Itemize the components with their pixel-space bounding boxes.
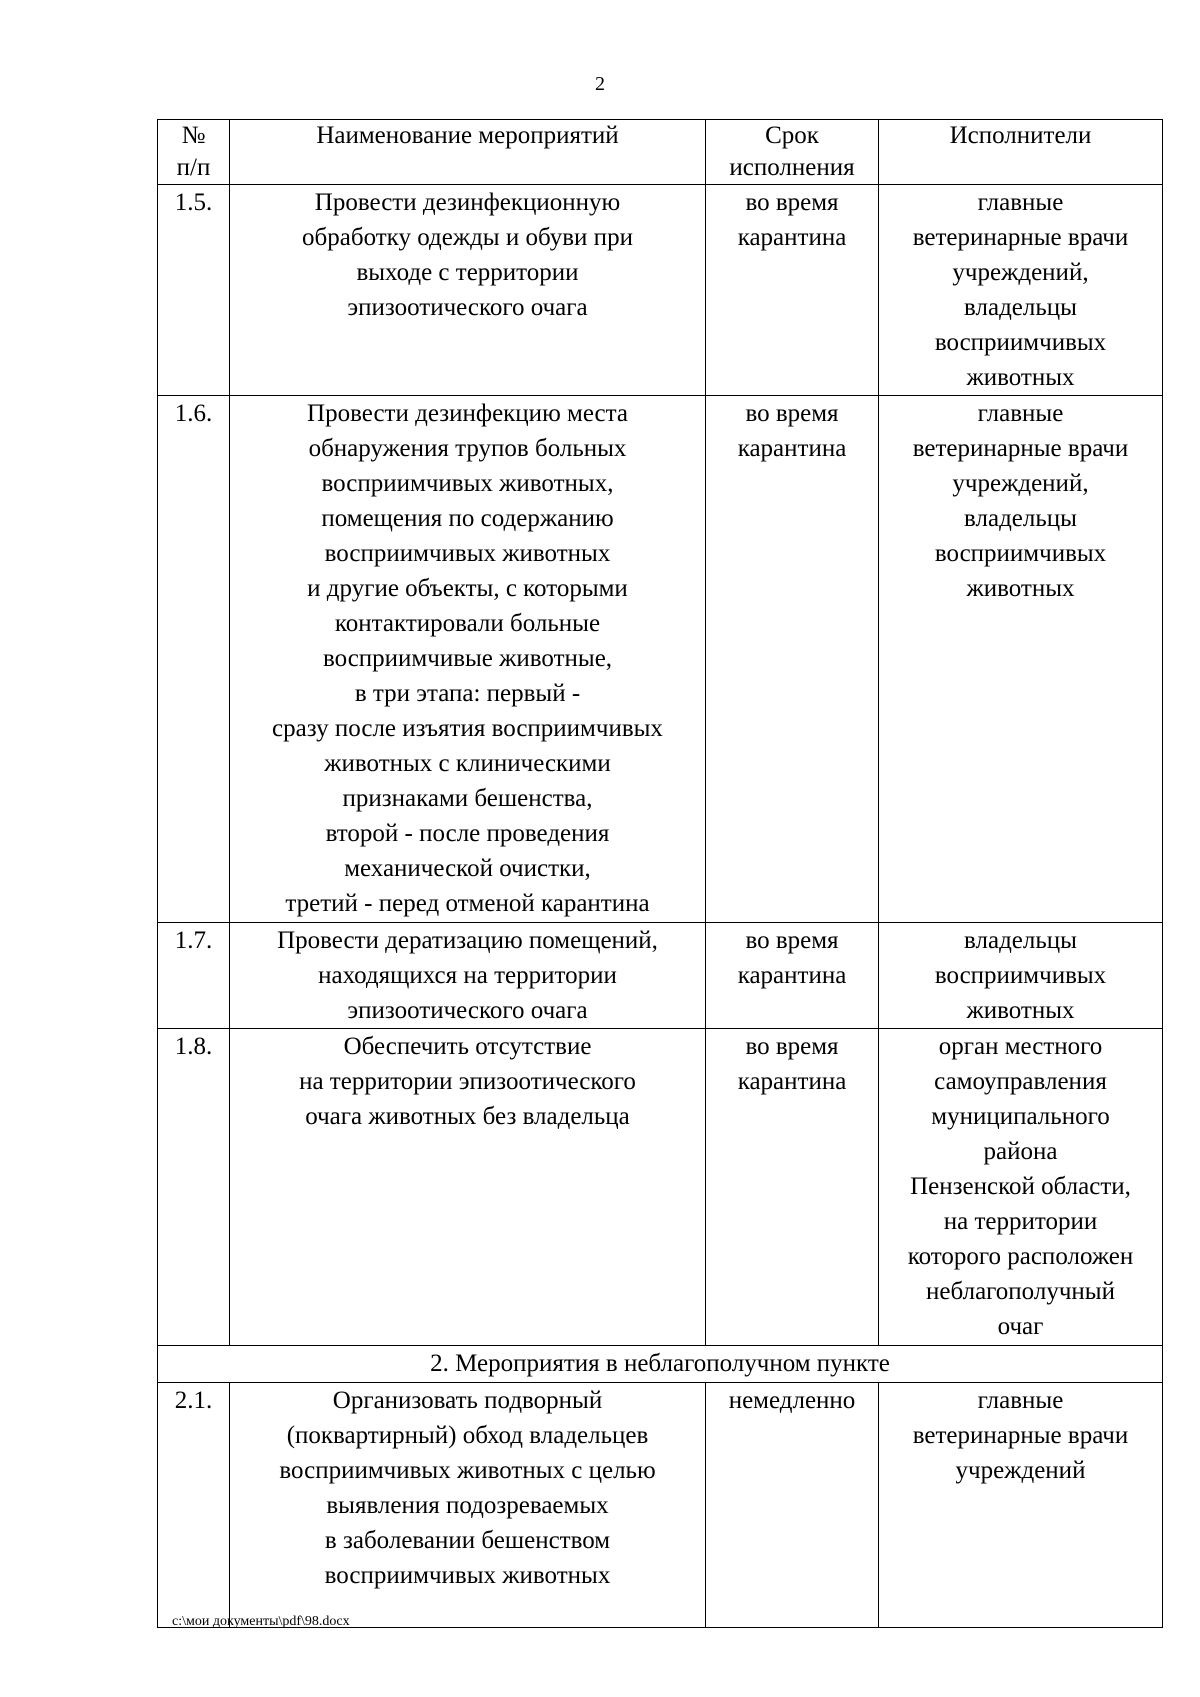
row-name	[230, 396, 706, 923]
row-name-line: контактировали больные	[334, 610, 601, 637]
row-name-line: выявления подозреваемых	[326, 1492, 609, 1519]
row-term-line: карантина	[737, 435, 847, 462]
row-name-line: третий - перед отменой карантина	[285, 890, 650, 917]
row-executors-line: района	[983, 1138, 1058, 1165]
row-name-line: второй - после проведения	[325, 820, 610, 847]
footer-file-path: c:\мои документы\pdf\98.docx	[172, 1614, 350, 1629]
row-name	[230, 923, 706, 1029]
row-executors-line: восприимчивых	[934, 329, 1107, 356]
row-executors	[879, 1383, 1163, 1628]
row-executors-line: главные	[977, 400, 1064, 427]
table-header-row	[158, 120, 1163, 185]
section-title: 2. Мероприятия в неблагополучном пункте	[158, 1346, 1163, 1383]
row-term-line: карантина	[737, 224, 847, 251]
row-executors-line: которого расположен	[907, 1243, 1134, 1270]
header-term-line: исполнения	[729, 154, 855, 181]
row-name-line: восприимчивых животных,	[321, 470, 614, 497]
row-name-line: восприимчивые животные,	[322, 645, 613, 672]
row-executors-line: главные	[977, 189, 1064, 216]
row-name-line: восприимчивых животных	[324, 1562, 611, 1589]
table-row	[158, 185, 1163, 396]
row-executors-line: владельцы	[964, 505, 1077, 532]
row-name-line: Провести дезинфекционную	[314, 189, 621, 216]
row-number: 1.7.	[158, 923, 230, 1029]
row-name	[230, 185, 706, 396]
header-name	[230, 120, 706, 185]
header-name-line: Наименование мероприятий	[316, 122, 619, 149]
row-executors-line: муниципального	[931, 1103, 1110, 1130]
row-name-line: механической очистки,	[344, 855, 591, 882]
row-executors-line: Пензенской области,	[910, 1173, 1131, 1200]
row-executors-line: самоуправления	[934, 1068, 1107, 1095]
row-name-line: на территории эпизоотического	[299, 1068, 636, 1095]
row-name	[230, 1383, 706, 1628]
row-term-line: во время	[745, 927, 839, 954]
table-row	[158, 1383, 1163, 1628]
row-term-line: немедленно	[728, 1387, 856, 1414]
row-name-line: эпизоотического очага	[347, 997, 588, 1024]
row-name	[230, 1029, 706, 1346]
row-executors	[879, 185, 1163, 396]
row-name-line: обнаружения трупов больных	[308, 435, 627, 462]
row-executors-line: учреждений,	[952, 259, 1089, 286]
row-term	[706, 923, 879, 1029]
row-name-line: в заболевании бешенством	[324, 1527, 611, 1554]
row-executors-line: очаг	[997, 1313, 1044, 1340]
row-name-line: Провести дезинфекцию места	[307, 400, 628, 427]
row-name-line: Организовать подворный	[332, 1387, 603, 1414]
row-name-line: Провести дератизацию помещений,	[277, 927, 658, 954]
row-executors-line: восприимчивых	[934, 540, 1107, 567]
row-executors-line: животных	[966, 575, 1075, 602]
table-row	[158, 1029, 1163, 1346]
header-executors	[879, 120, 1163, 185]
row-name-line: в три этапа: первый -	[354, 680, 581, 707]
row-executors-line: на территории	[943, 1208, 1098, 1235]
row-executors-line: восприимчивых	[934, 962, 1107, 989]
row-name-line: находящихся на территории	[318, 962, 617, 989]
row-term-line: карантина	[737, 1068, 847, 1095]
row-name-line: восприимчивых животных с целью	[279, 1457, 656, 1484]
row-name-line: восприимчивых животных	[324, 540, 611, 567]
row-name-line: признаками бешенства,	[342, 785, 593, 812]
row-term-line: карантина	[737, 962, 847, 989]
row-executors	[879, 923, 1163, 1029]
header-term-line: Срок	[765, 122, 819, 149]
row-executors-line: владельцы	[964, 294, 1077, 321]
row-name-line: выходе с территории	[356, 259, 579, 286]
header-num-line: №	[181, 122, 206, 149]
row-executors-line: ветеринарные врачи	[912, 1422, 1129, 1449]
row-term-line: во время	[745, 1033, 839, 1060]
row-term-line: во время	[745, 400, 839, 427]
row-name-line: эпизоотического очага	[347, 294, 588, 321]
header-num	[158, 120, 230, 185]
row-term	[706, 396, 879, 923]
row-executors-line: владельцы	[964, 927, 1077, 954]
row-executors-line: животных	[966, 997, 1075, 1024]
row-executors-line: учреждений,	[952, 470, 1089, 497]
row-executors-line: орган местного	[938, 1033, 1103, 1060]
row-number: 1.6.	[158, 396, 230, 923]
section-header-row	[158, 1346, 1163, 1383]
header-term	[706, 120, 879, 185]
row-number: 1.8.	[158, 1029, 230, 1346]
row-term-line: во время	[745, 189, 839, 216]
row-executors	[879, 396, 1163, 923]
row-term	[706, 185, 879, 396]
row-name-line: обработку одежды и обуви при	[302, 224, 633, 251]
row-name-line: очага животных без владельца	[305, 1103, 630, 1130]
table-row	[158, 923, 1163, 1029]
row-name-line: (поквартирный) обход владельцев	[286, 1422, 649, 1449]
row-executors-line: ветеринарные врачи	[912, 435, 1129, 462]
row-executors	[879, 1029, 1163, 1346]
row-name-line: сразу после изъятия восприимчивых	[272, 715, 663, 742]
row-number: 1.5.	[158, 185, 230, 396]
row-executors-line: животных	[966, 364, 1075, 391]
table-row	[158, 396, 1163, 923]
row-term	[706, 1383, 879, 1628]
row-name-line: животных с клиническими	[324, 750, 611, 777]
header-num-line: п/п	[176, 154, 211, 181]
row-name-line: и другие объекты, с которыми	[307, 575, 628, 602]
measures-table	[157, 119, 1163, 1628]
header-executors-line: Исполнители	[949, 122, 1092, 149]
row-executors-line: главные	[977, 1387, 1064, 1414]
page-number: 2	[595, 73, 605, 95]
row-number: 2.1.	[158, 1383, 230, 1628]
row-term	[706, 1029, 879, 1346]
row-executors-line: неблагополучный	[926, 1278, 1115, 1305]
row-name-line: помещения по содержанию	[321, 505, 614, 532]
row-executors-line: ветеринарные врачи	[912, 224, 1129, 251]
row-executors-line: учреждений	[955, 1457, 1086, 1484]
row-name-line: Обеспечить отсутствие	[343, 1033, 592, 1060]
